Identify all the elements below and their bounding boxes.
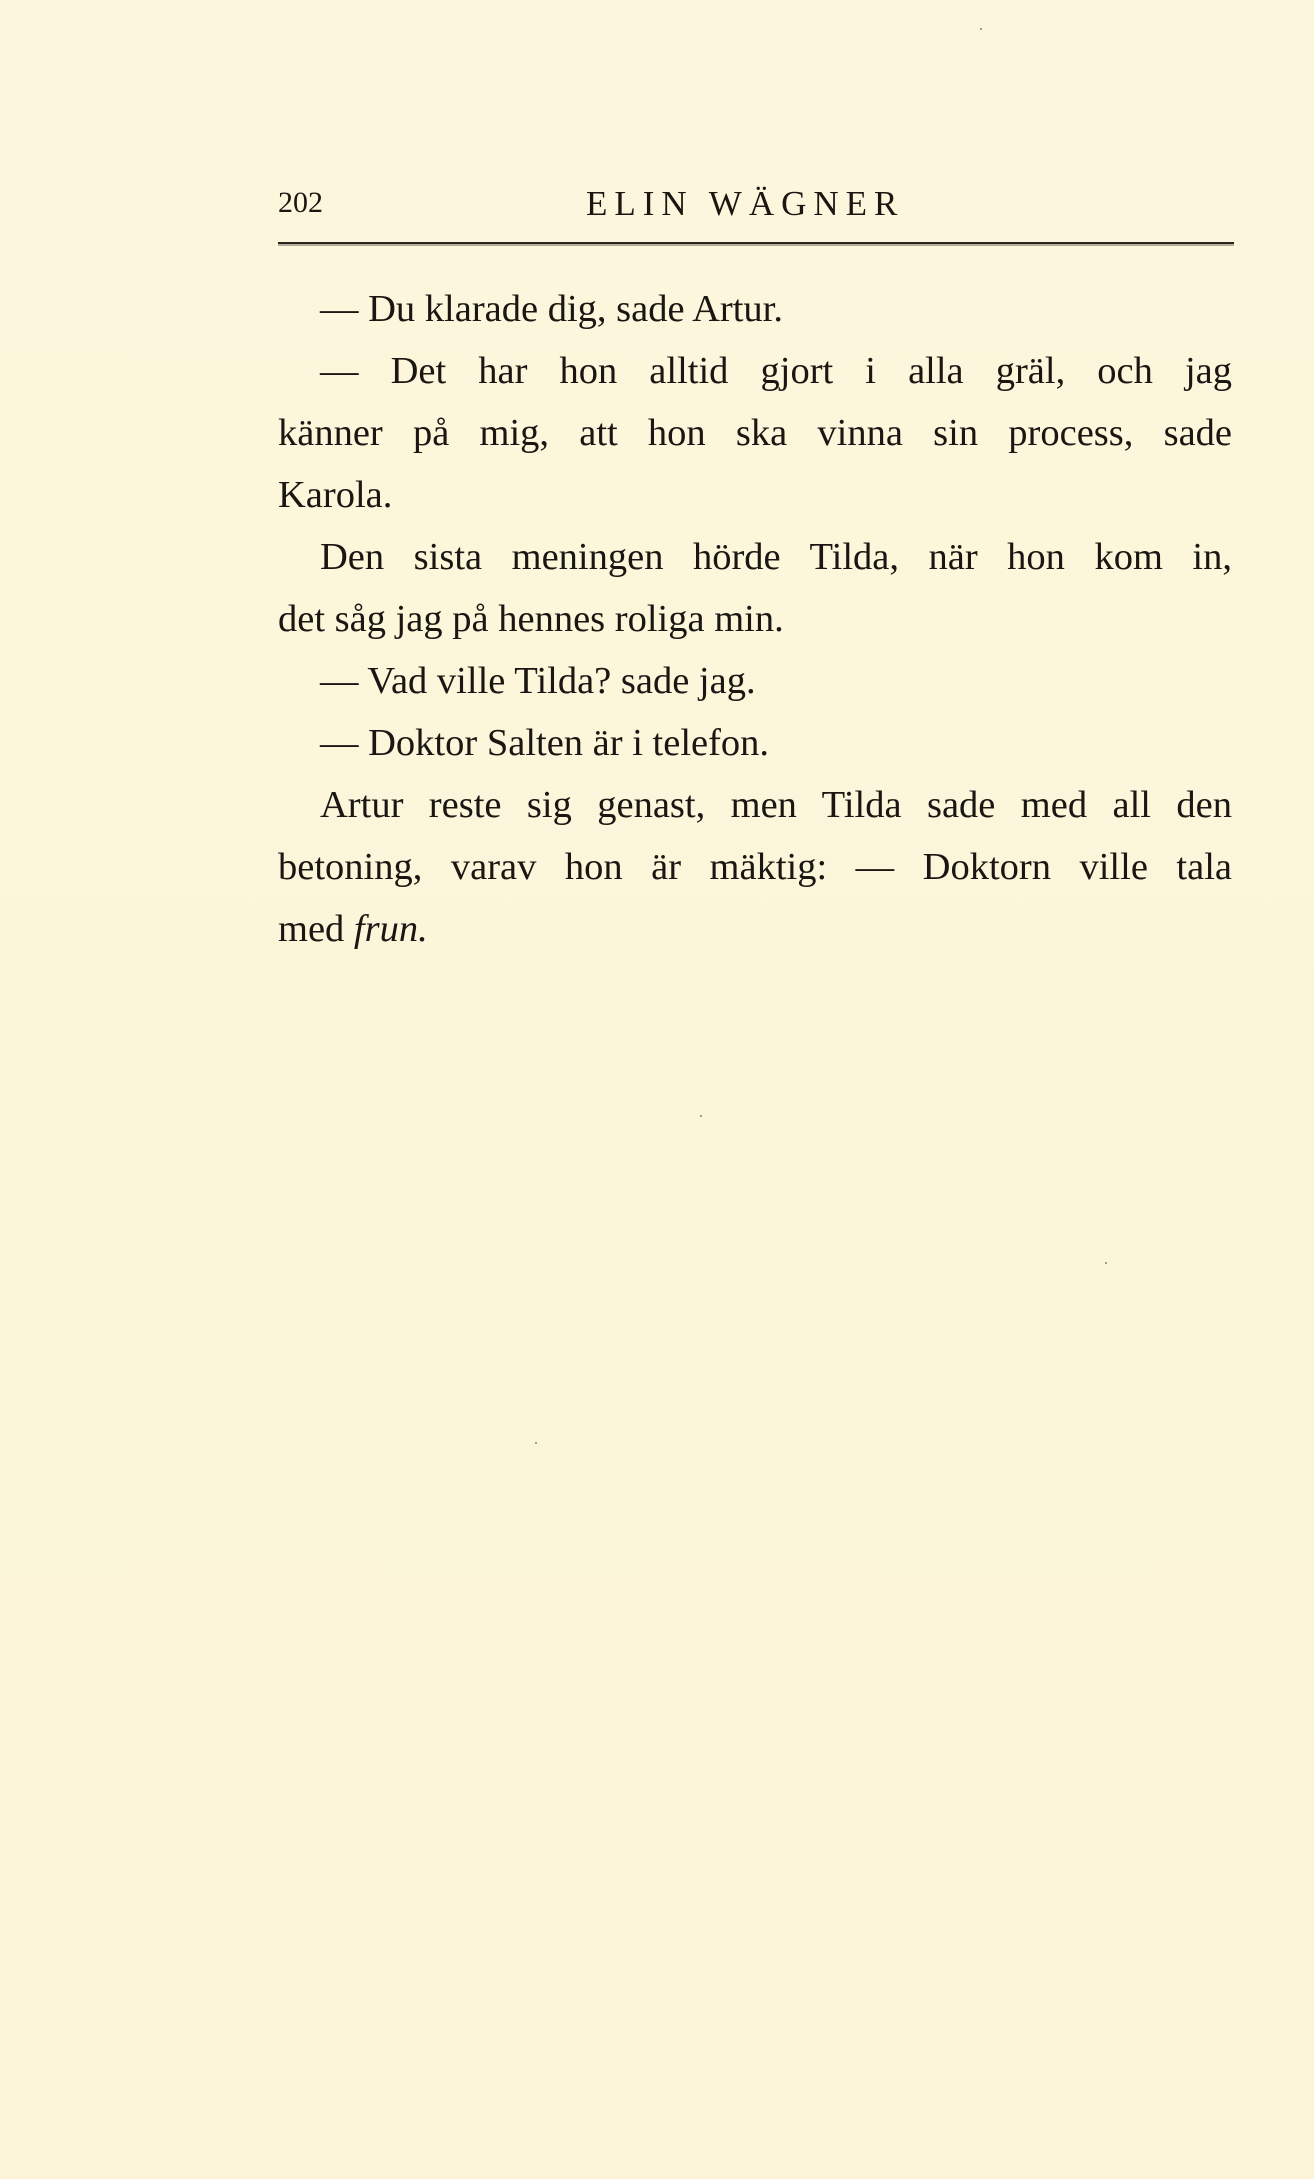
page-number: 202 — [278, 186, 323, 219]
italic-word: frun. — [353, 908, 428, 950]
running-head: ELIN WÄGNER — [586, 184, 905, 223]
text-line: betoning, varav hon är mäktig: — Doktorn ville tala — [278, 846, 1232, 888]
paper-speck — [1105, 1262, 1107, 1264]
text-line: — Doktor Salten är i telefon. — [320, 722, 770, 764]
text-fragment: med — [278, 908, 345, 950]
text-line: — Du klarade dig, sade Artur. — [320, 288, 783, 330]
body-text — [278, 278, 1232, 960]
text-line: Artur reste sig genast, men Tilda sade med all den — [320, 784, 1232, 826]
paper-speck — [535, 1442, 537, 1444]
paper-speck — [700, 1115, 702, 1117]
text-line-last — [278, 898, 1232, 960]
text-line: Den sista meningen hörde Tilda, när hon kom in, — [320, 536, 1232, 578]
text-line: — Det har hon alltid gjort i alla gräl, och jag — [320, 350, 1232, 392]
paper-speck — [980, 28, 982, 30]
page-header — [278, 180, 1230, 230]
header-rule — [278, 242, 1234, 244]
text-line: Karola. — [278, 474, 393, 516]
text-line: det såg jag på hennes roliga min. — [278, 598, 784, 640]
text-line: känner på mig, att hon ska vinna sin process, sade — [278, 412, 1232, 454]
text-line: — Vad ville Tilda? sade jag. — [320, 660, 756, 702]
